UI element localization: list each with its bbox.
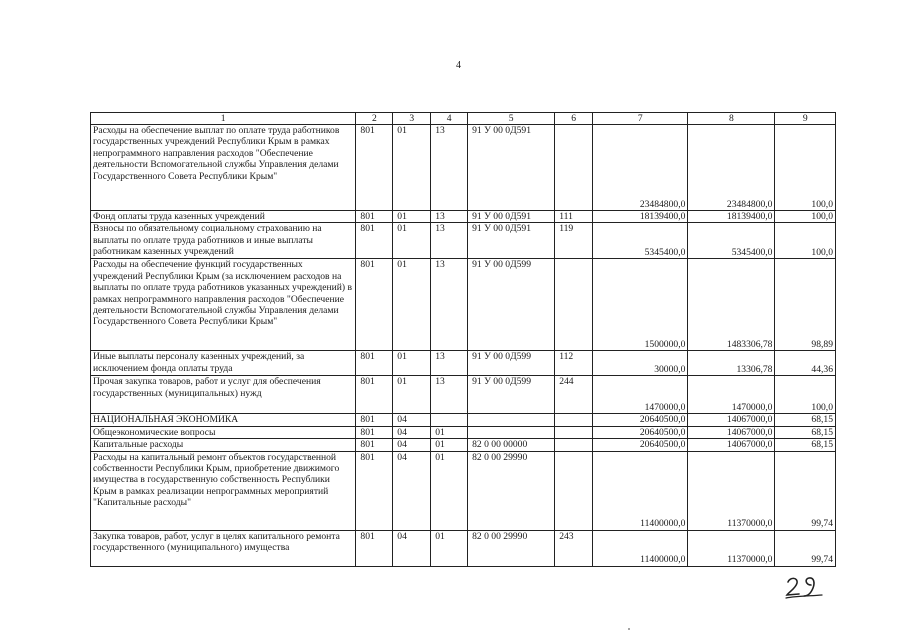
header-cell: 1 [91, 113, 356, 125]
percent-cell: 68,15 [775, 439, 836, 451]
code-cell [468, 414, 555, 426]
code-cell: 801 [356, 351, 393, 376]
expense-name: Расходы на обеспечение выплат по оплате труда работников государственных учреждений Республики Крым в рамках непрограммного направления расходов "Обеспечение деятельности Вспомогательной службы Управления делами Государственного Совета Республики Крым" [91, 125, 356, 211]
table-row [91, 451, 836, 530]
table-header-row [91, 113, 836, 125]
table-row [91, 125, 836, 211]
expense-name: Иные выплаты персоналу казенных учреждений, за исключением фонда оплаты труда [91, 351, 356, 376]
header-cell: 7 [593, 113, 688, 125]
code-cell: 04 [393, 530, 431, 566]
code-cell: 82 0 00 00000 [468, 439, 555, 451]
percent-cell: 100,0 [775, 211, 836, 223]
code-cell: 801 [356, 259, 393, 351]
code-cell [468, 426, 555, 438]
code-cell: 01 [393, 125, 431, 211]
percent-cell: 100,0 [775, 376, 836, 414]
code-cell: 801 [356, 376, 393, 414]
amount-cell: 23484800,0 [688, 125, 775, 211]
code-cell: 13 [431, 259, 468, 351]
header-cell: 5 [468, 113, 555, 125]
scan-speck [628, 628, 630, 630]
percent-cell: 44,36 [775, 351, 836, 376]
code-cell: 801 [356, 530, 393, 566]
amount-cell: 1470000,0 [593, 376, 688, 414]
code-cell: 04 [393, 414, 431, 426]
expense-name: Капитальные расходы [91, 439, 356, 451]
budget-table [90, 112, 836, 567]
table-row [91, 414, 836, 426]
code-cell: 119 [555, 223, 593, 259]
code-cell: 01 [431, 426, 468, 438]
percent-cell: 99,74 [775, 530, 836, 566]
amount-cell: 20640500,0 [593, 439, 688, 451]
expense-name: Расходы на капитальный ремонт объектов государственной собственности Республики Крым, приобретение движимого имущества в государственную собственность Республики Крым в рамках реализации непрограммных мероприятий "Капитальные расходы" [91, 451, 356, 530]
header-cell: 6 [555, 113, 593, 125]
amount-cell: 1470000,0 [688, 376, 775, 414]
header-cell: 8 [688, 113, 775, 125]
code-cell: 91 У 00 0Д591 [468, 211, 555, 223]
table-row [91, 351, 836, 376]
code-cell: 01 [393, 351, 431, 376]
code-cell: 04 [393, 439, 431, 451]
amount-cell: 1500000,0 [593, 259, 688, 351]
table-row [91, 439, 836, 451]
code-cell: 243 [555, 530, 593, 566]
amount-cell: 18139400,0 [688, 211, 775, 223]
code-cell: 91 У 00 0Д599 [468, 351, 555, 376]
amount-cell: 11400000,0 [593, 530, 688, 566]
expense-name: Фонд оплаты труда казенных учреждений [91, 211, 356, 223]
table-row [91, 376, 836, 414]
code-cell: 13 [431, 125, 468, 211]
code-cell: 82 0 00 29990 [468, 530, 555, 566]
amount-cell: 11400000,0 [593, 451, 688, 530]
header-cell: 3 [393, 113, 431, 125]
amount-cell: 5345400,0 [688, 223, 775, 259]
amount-cell: 20640500,0 [593, 414, 688, 426]
code-cell: 13 [431, 211, 468, 223]
code-cell: 04 [393, 451, 431, 530]
code-cell: 91 У 00 0Д591 [468, 223, 555, 259]
code-cell: 01 [393, 376, 431, 414]
amount-cell: 1483306,78 [688, 259, 775, 351]
code-cell: 01 [431, 530, 468, 566]
expense-name: Закупка товаров, работ, услуг в целях капитального ремонта государственного (муниципального) имущества [91, 530, 356, 566]
code-cell: 04 [393, 426, 431, 438]
percent-cell: 68,15 [775, 414, 836, 426]
code-cell: 801 [356, 211, 393, 223]
amount-cell: 23484800,0 [593, 125, 688, 211]
percent-cell: 100,0 [775, 125, 836, 211]
amount-cell: 11370000,0 [688, 530, 775, 566]
code-cell: 13 [431, 223, 468, 259]
code-cell: 13 [431, 376, 468, 414]
code-cell: 01 [431, 451, 468, 530]
code-cell: 111 [555, 211, 593, 223]
percent-cell: 99,74 [775, 451, 836, 530]
amount-cell: 14067000,0 [688, 414, 775, 426]
code-cell: 801 [356, 439, 393, 451]
code-cell: 91 У 00 0Д599 [468, 259, 555, 351]
code-cell: 01 [393, 211, 431, 223]
code-cell: 01 [431, 439, 468, 451]
code-cell: 801 [356, 451, 393, 530]
code-cell: 801 [356, 223, 393, 259]
code-cell [555, 439, 593, 451]
amount-cell: 11370000,0 [688, 451, 775, 530]
code-cell [555, 451, 593, 530]
amount-cell: 13306,78 [688, 351, 775, 376]
expense-name: Общеэкономические вопросы [91, 426, 356, 438]
code-cell: 91 У 00 0Д599 [468, 376, 555, 414]
code-cell: 801 [356, 125, 393, 211]
code-cell [555, 426, 593, 438]
code-cell [555, 125, 593, 211]
amount-cell: 5345400,0 [593, 223, 688, 259]
header-cell: 9 [775, 113, 836, 125]
table-row [91, 211, 836, 223]
amount-cell: 20640500,0 [593, 426, 688, 438]
expense-name: Расходы на обеспечение функций государственных учреждений Республики Крым (за исключением расходов на выплаты по оплате труда работников указанных учреждений) в рамках непрограммного направления расходов "Обеспечение деятельности Вспомогательной службы Управления делами Государственного Совета Республики Крым" [91, 259, 356, 351]
code-cell: 82 0 00 29990 [468, 451, 555, 530]
code-cell [555, 414, 593, 426]
percent-cell: 98,89 [775, 259, 836, 351]
code-cell: 01 [393, 223, 431, 259]
page-number: 4 [456, 60, 461, 71]
handwritten-page-number [784, 574, 824, 600]
amount-cell: 14067000,0 [688, 439, 775, 451]
expense-name: Взносы по обязательному социальному страхованию на выплаты по оплате труда работников и иные выплаты работникам казенных учреждений [91, 223, 356, 259]
code-cell [431, 414, 468, 426]
amount-cell: 14067000,0 [688, 426, 775, 438]
code-cell: 13 [431, 351, 468, 376]
header-cell: 2 [356, 113, 393, 125]
code-cell: 91 У 00 0Д591 [468, 125, 555, 211]
code-cell: 01 [393, 259, 431, 351]
percent-cell: 68,15 [775, 426, 836, 438]
expense-name: Прочая закупка товаров, работ и услуг для обеспечения государственных (муниципальных) нужд [91, 376, 356, 414]
expense-name: НАЦИОНАЛЬНАЯ ЭКОНОМИКА [91, 414, 356, 426]
table-row [91, 259, 836, 351]
table-row [91, 223, 836, 259]
amount-cell: 30000,0 [593, 351, 688, 376]
amount-cell: 18139400,0 [593, 211, 688, 223]
percent-cell: 100,0 [775, 223, 836, 259]
code-cell: 801 [356, 414, 393, 426]
code-cell: 244 [555, 376, 593, 414]
code-cell: 801 [356, 426, 393, 438]
table-row [91, 530, 836, 566]
code-cell [555, 259, 593, 351]
code-cell: 112 [555, 351, 593, 376]
table-row [91, 426, 836, 438]
header-cell: 4 [431, 113, 468, 125]
